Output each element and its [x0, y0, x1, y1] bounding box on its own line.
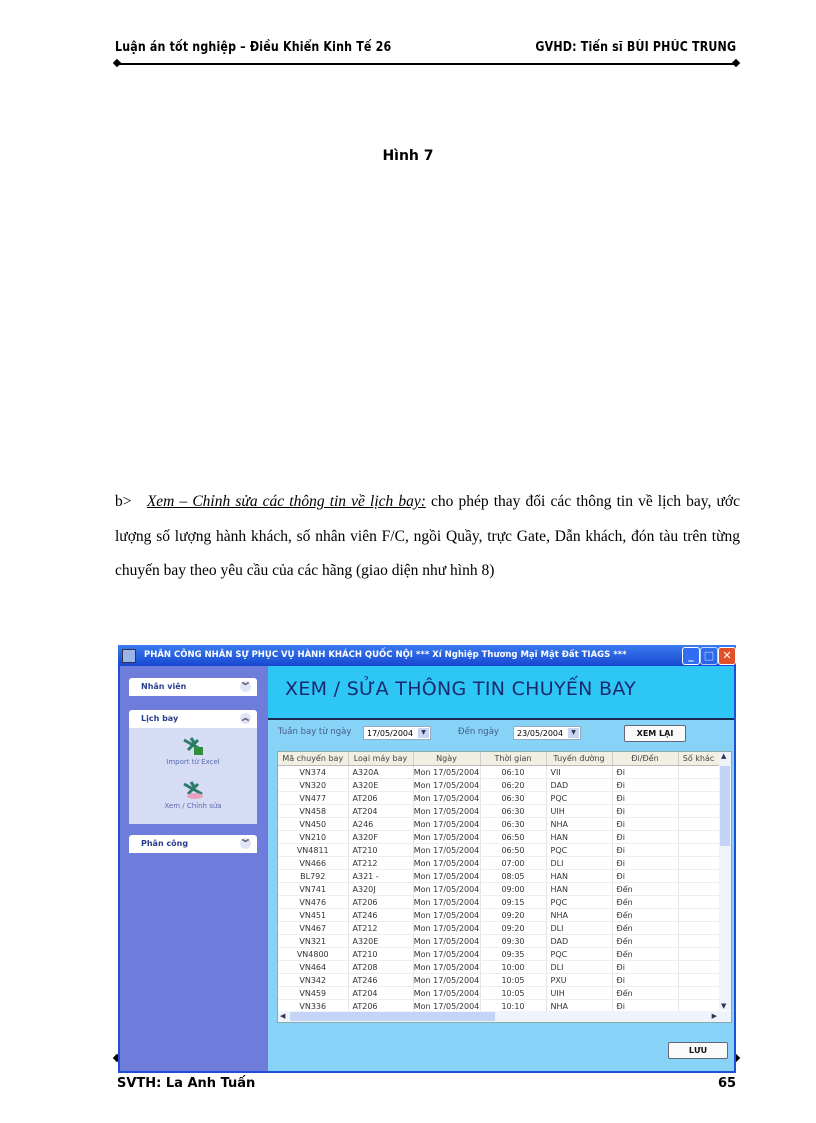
table-cell[interactable]: VN459 [278, 987, 348, 1000]
from-date-label: Tuần bay từ ngày [278, 727, 352, 737]
table-cell[interactable]: PQC [546, 896, 612, 909]
app-icon [122, 649, 136, 663]
table-cell[interactable]: AT204 [348, 987, 413, 1000]
table-cell[interactable]: Mon 17/05/2004 [413, 832, 480, 842]
table-cell[interactable]: Đi [612, 961, 678, 974]
table-cell[interactable]: Mon 17/05/2004 [413, 858, 480, 868]
app-window [118, 645, 736, 1073]
table-row[interactable] [278, 779, 719, 792]
footer-left: SVTH: La Anh Tuấn [117, 1076, 256, 1091]
table-cell[interactable]: BL792 [278, 870, 348, 883]
dropdown-arrow-icon[interactable]: ▼ [418, 728, 429, 738]
table-cell[interactable]: VN342 [278, 974, 348, 987]
table-cell[interactable]: 10:10 [480, 1000, 546, 1013]
table-cell[interactable]: AT206 [348, 896, 413, 909]
column-header[interactable]: Loại máy bay [348, 752, 413, 766]
flight-table [277, 751, 732, 1023]
table-cell[interactable]: Mon 17/05/2004 [413, 819, 480, 829]
table-cell[interactable]: 09:00 [480, 883, 546, 896]
table-cell[interactable]: 09:35 [480, 948, 546, 961]
minimize-button[interactable]: _ [682, 647, 700, 665]
table-cell[interactable]: DLI [546, 922, 612, 935]
table-cell[interactable]: AT204 [348, 805, 413, 818]
table-row[interactable] [278, 987, 719, 1000]
table-row[interactable] [278, 883, 719, 896]
table-cell[interactable]: AT206 [348, 1000, 413, 1013]
scroll-thumb[interactable] [720, 766, 730, 846]
plane-excel-icon [182, 736, 204, 756]
table-cell[interactable]: Đến [612, 922, 678, 935]
table-cell[interactable]: 07:00 [480, 857, 546, 870]
column-header[interactable]: Thời gian [480, 752, 546, 766]
table-row[interactable] [278, 909, 719, 922]
vertical-scrollbar[interactable] [719, 752, 731, 1010]
table-cell[interactable]: AT212 [348, 857, 413, 870]
table-cell[interactable]: Mon 17/05/2004 [413, 962, 480, 972]
sidebar [120, 666, 268, 1071]
table-cell[interactable]: VN321 [278, 935, 348, 948]
table-cell[interactable]: NHA [546, 818, 612, 831]
table-cell[interactable]: Đến [612, 935, 678, 948]
to-date-picker[interactable] [513, 726, 581, 740]
table-cell[interactable]: Đến [612, 883, 678, 896]
table-cell[interactable] [678, 883, 719, 896]
table-cell[interactable]: DLI [546, 857, 612, 870]
table-cell[interactable]: PQC [546, 844, 612, 857]
table-cell[interactable]: VN464 [278, 961, 348, 974]
table-cell[interactable]: 06:30 [480, 805, 546, 818]
table-cell[interactable]: VN374 [278, 766, 348, 779]
table-cell[interactable]: A320A [348, 766, 413, 779]
table-cell[interactable]: 08:05 [480, 870, 546, 883]
table-cell[interactable]: Mon 17/05/2004 [413, 780, 480, 790]
table-cell[interactable] [678, 805, 719, 818]
table-cell[interactable]: Mon 17/05/2004 [413, 793, 480, 803]
table-cell[interactable]: A320J [348, 883, 413, 896]
table-row[interactable] [278, 831, 719, 844]
table-cell[interactable]: Mon 17/05/2004 [413, 988, 480, 998]
table-cell[interactable]: VN336 [278, 1000, 348, 1013]
table-cell[interactable]: 09:20 [480, 909, 546, 922]
table-cell[interactable]: HAN [546, 870, 612, 883]
window-title: PHÂN CÔNG NHÂN SỰ PHỤC VỤ HÀNH KHÁCH QUỐC NỘI *** Xí Nghiệp Thương Mại Mặt Đất TIAGS *** [144, 650, 627, 660]
table-cell[interactable]: Mon 17/05/2004 [413, 949, 480, 959]
table-cell[interactable]: VN467 [278, 922, 348, 935]
table-cell[interactable]: Mon 17/05/2004 [413, 806, 480, 816]
scroll-thumb[interactable] [290, 1012, 495, 1021]
table-cell[interactable]: AT210 [348, 948, 413, 961]
table-cell[interactable]: 06:10 [480, 766, 546, 779]
paragraph-lead: Xem – Chỉnh sửa các thông tin về lịch bay: [146, 493, 426, 510]
table-cell[interactable] [678, 857, 719, 870]
table-row[interactable] [278, 792, 719, 805]
table-cell[interactable] [678, 987, 719, 1000]
from-date-picker[interactable] [363, 726, 431, 740]
plane-edit-icon [182, 780, 204, 800]
header-rule [117, 63, 736, 65]
table-cell[interactable]: A320F [348, 831, 413, 844]
table-cell[interactable]: Mon 17/05/2004 [413, 910, 480, 920]
page-number: 65 [718, 1076, 737, 1091]
to-date-value: 23/05/2004 [517, 729, 564, 738]
scroll-down-icon[interactable]: ▼ [721, 1002, 727, 1010]
table-cell[interactable]: HAN [546, 831, 612, 844]
table-cell[interactable]: Mon 17/05/2004 [413, 936, 480, 946]
table-cell[interactable]: A246 [348, 818, 413, 831]
table-row[interactable] [278, 818, 719, 831]
table-cell[interactable]: 06:50 [480, 831, 546, 844]
table-cell[interactable]: PQC [546, 792, 612, 805]
table-row[interactable] [278, 922, 719, 935]
table-cell[interactable]: VN741 [278, 883, 348, 896]
table-cell[interactable]: Mon 17/05/2004 [413, 897, 480, 907]
page-title: XEM / SỬA THÔNG TIN CHUYẾN BAY [285, 678, 637, 700]
table-cell[interactable] [678, 922, 719, 935]
table-cell[interactable]: Mon 17/05/2004 [413, 871, 480, 881]
table-header [278, 752, 719, 766]
table-cell[interactable]: Đi [612, 818, 678, 831]
title-bar[interactable] [118, 645, 736, 666]
table-cell[interactable]: UIH [546, 987, 612, 1000]
to-date-label: Đến ngày [458, 727, 499, 737]
table-cell[interactable]: AT246 [348, 909, 413, 922]
table-cell[interactable]: VN450 [278, 818, 348, 831]
table-row[interactable] [278, 974, 719, 987]
figure-title: Hình 7 [382, 148, 434, 164]
table-cell[interactable]: Đi [612, 844, 678, 857]
table-cell[interactable] [678, 779, 719, 792]
table-cell[interactable]: VN451 [278, 909, 348, 922]
banner [268, 666, 734, 720]
table-cell[interactable]: Đến [612, 987, 678, 1000]
table-cell[interactable]: 09:15 [480, 896, 546, 909]
table-cell[interactable] [678, 831, 719, 844]
section-label: Lịch bay [141, 714, 179, 723]
scroll-left-icon[interactable]: ◀ [280, 1012, 286, 1020]
table-row[interactable] [278, 935, 719, 948]
lich-bay-panel [129, 728, 257, 824]
table-cell[interactable] [678, 870, 719, 883]
chevron-up-icon[interactable]: ︽ [242, 714, 249, 722]
table-cell[interactable]: VN210 [278, 831, 348, 844]
table-cell[interactable]: Đi [612, 974, 678, 987]
table-cell[interactable]: VN476 [278, 896, 348, 909]
table-cell[interactable]: Mon 17/05/2004 [413, 884, 480, 894]
table-cell[interactable]: Mon 17/05/2004 [413, 767, 480, 777]
dropdown-arrow-icon[interactable]: ▼ [568, 728, 579, 738]
table-cell[interactable]: VN477 [278, 792, 348, 805]
column-header[interactable]: Mã chuyến bay [278, 752, 348, 766]
chevron-down-icon[interactable]: ︾ [242, 682, 249, 690]
table-cell[interactable]: VN4800 [278, 948, 348, 961]
table-cell[interactable]: DAD [546, 935, 612, 948]
tool-label: Import từ Excel [166, 758, 220, 766]
body-paragraph [115, 485, 740, 589]
table-cell[interactable]: VN458 [278, 805, 348, 818]
table-cell[interactable] [678, 909, 719, 922]
table-cell[interactable]: 06:30 [480, 818, 546, 831]
table-row[interactable] [278, 896, 719, 909]
table-cell[interactable]: PXU [546, 974, 612, 987]
paragraph-body: cho phép thay đổi các thông tin về lịch bay, ước lượng số lượng hành khách, số nhân viên F/C, ngồi Quầy, trực Gate, Dẫn khách, đón tàu trên từng chuyến bay theo yêu cầu của các hãng (giao diện như hình 8) [115, 493, 740, 579]
table-cell[interactable]: Mon 17/05/2004 [413, 975, 480, 985]
table-cell[interactable] [678, 896, 719, 909]
table-cell[interactable] [678, 792, 719, 805]
table-cell[interactable]: Đi [612, 1000, 678, 1013]
table-cell[interactable]: Mon 17/05/2004 [413, 845, 480, 855]
tool-label: Xem / Chỉnh sửa [164, 802, 222, 810]
import-excel-tool[interactable] [129, 736, 257, 766]
sidebar-section-nhan-vien[interactable] [129, 678, 257, 696]
table-cell[interactable]: VN320 [278, 779, 348, 792]
table-row[interactable] [278, 805, 719, 818]
table-cell[interactable] [678, 974, 719, 987]
table-cell[interactable]: NHA [546, 1000, 612, 1013]
from-date-value: 17/05/2004 [367, 729, 414, 738]
table-cell[interactable] [678, 766, 719, 779]
section-label: Nhân viên [141, 682, 187, 691]
table-cell[interactable]: A320E [348, 935, 413, 948]
table-row[interactable] [278, 948, 719, 961]
table-cell[interactable]: AT210 [348, 844, 413, 857]
edit-schedule-tool[interactable] [129, 780, 257, 810]
maximize-button[interactable]: □ [700, 647, 718, 665]
table-cell[interactable]: AT208 [348, 961, 413, 974]
table-cell[interactable] [678, 935, 719, 948]
table-cell[interactable]: VN4811 [278, 844, 348, 857]
table-cell[interactable]: 10:05 [480, 974, 546, 987]
table-cell[interactable]: NHA [546, 909, 612, 922]
table-cell[interactable]: Đi [612, 805, 678, 818]
table-cell[interactable]: AT246 [348, 974, 413, 987]
scroll-right-icon[interactable]: ▶ [711, 1012, 717, 1020]
column-header[interactable]: Đi/Đến [612, 752, 678, 766]
table-cell[interactable]: 10:05 [480, 987, 546, 1000]
table-cell[interactable]: DLI [546, 961, 612, 974]
table-cell[interactable]: A320E [348, 779, 413, 792]
table-cell[interactable]: 09:20 [480, 922, 546, 935]
table-cell[interactable]: AT212 [348, 922, 413, 935]
close-button[interactable]: ✕ [718, 647, 736, 665]
horizontal-scrollbar[interactable] [278, 1011, 731, 1022]
table-cell[interactable]: 09:30 [480, 935, 546, 948]
table-row[interactable] [278, 961, 719, 974]
table-cell[interactable] [678, 844, 719, 857]
table-cell[interactable]: VN466 [278, 857, 348, 870]
column-header[interactable]: Số khác [678, 752, 719, 766]
column-header[interactable]: Tuyến đường [546, 752, 612, 766]
table-cell[interactable] [678, 961, 719, 974]
table-cell[interactable]: 10:00 [480, 961, 546, 974]
table-cell[interactable]: Đi [612, 792, 678, 805]
table-cell[interactable]: DAD [546, 779, 612, 792]
table-cell[interactable]: Đến [612, 948, 678, 961]
table-cell[interactable]: Mon 17/05/2004 [413, 923, 480, 933]
header-left: Luận án tốt nghiệp – Điều Khiển Kinh Tế 26 [115, 40, 392, 55]
table-cell[interactable]: Đi [612, 831, 678, 844]
table-row[interactable] [278, 870, 719, 883]
table-cell[interactable]: UIH [546, 805, 612, 818]
table-cell[interactable] [678, 818, 719, 831]
table-cell[interactable]: Mon 17/05/2004 [413, 1001, 480, 1011]
sidebar-section-phan-cong[interactable] [129, 835, 257, 853]
table-row[interactable] [278, 766, 719, 779]
table-cell[interactable]: Đi [612, 857, 678, 870]
table-row[interactable] [278, 844, 719, 857]
table-cell[interactable]: PQC [546, 948, 612, 961]
chevron-down-icon[interactable]: ︾ [242, 839, 249, 847]
table-cell[interactable]: Đi [612, 766, 678, 779]
table-cell[interactable] [678, 948, 719, 961]
table-cell[interactable]: Đến [612, 909, 678, 922]
table-row[interactable] [278, 857, 719, 870]
column-header[interactable]: Ngày [413, 752, 480, 766]
table-cell[interactable]: 06:30 [480, 792, 546, 805]
save-button[interactable]: LƯU [668, 1042, 728, 1059]
table-cell[interactable]: 06:20 [480, 779, 546, 792]
table-cell[interactable]: Đi [612, 779, 678, 792]
main-panel [268, 666, 734, 1071]
table-cell[interactable]: HAN [546, 883, 612, 896]
table-cell[interactable]: 06:50 [480, 844, 546, 857]
refresh-button[interactable]: XEM LẠI [624, 725, 686, 742]
header-right: GVHD: Tiến sĩ BÙI PHÚC TRUNG [535, 40, 736, 55]
table-cell[interactable]: VII [546, 766, 612, 779]
sidebar-section-lich-bay[interactable] [129, 710, 257, 728]
list-marker: b> [115, 493, 132, 510]
table-cell[interactable]: Đi [612, 870, 678, 883]
section-label: Phân công [141, 839, 189, 848]
table-cell[interactable]: AT206 [348, 792, 413, 805]
table-cell[interactable]: Đến [612, 896, 678, 909]
scroll-up-icon[interactable]: ▲ [721, 752, 727, 760]
table-cell[interactable]: A321 - [348, 870, 413, 883]
